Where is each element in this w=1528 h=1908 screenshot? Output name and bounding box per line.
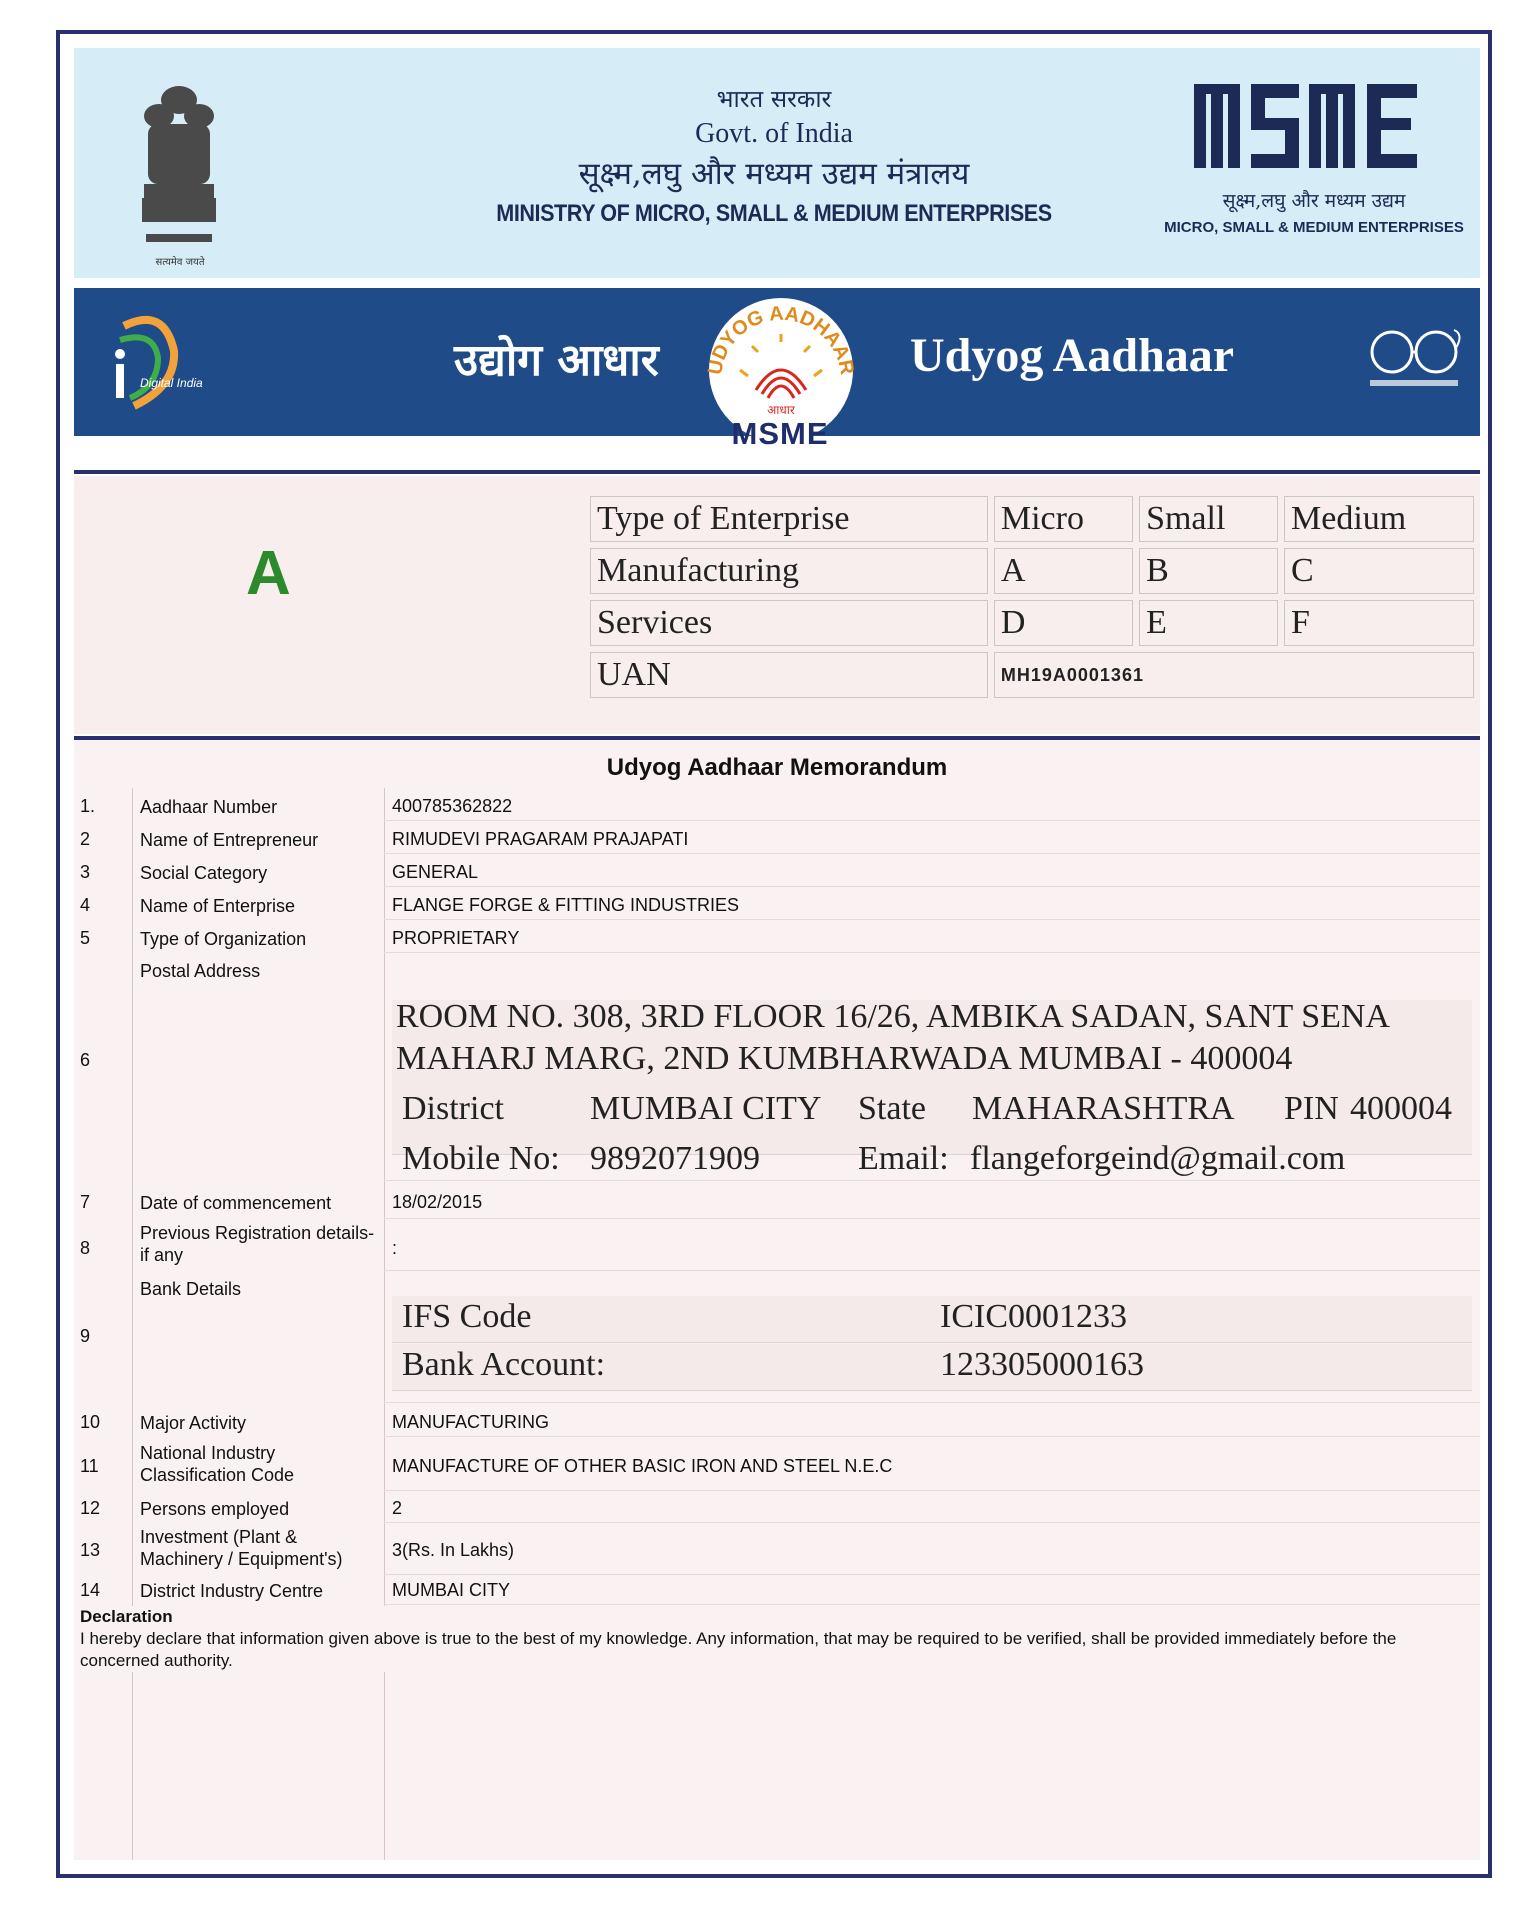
row-value: MUMBAI CITY: [392, 1580, 511, 1600]
table-row: [590, 600, 1474, 646]
row-divider: [384, 1270, 1480, 1271]
declaration-title: Declaration: [80, 1607, 173, 1626]
national-emblem-icon: [134, 78, 224, 253]
row-divider: [384, 1522, 1480, 1523]
table-header-cell: Small: [1139, 496, 1278, 542]
account-label: Bank Account:: [402, 1346, 606, 1383]
table-header-cell: Type of Enterprise: [590, 496, 988, 542]
enterprise-category: A: [246, 539, 291, 608]
row-label: Social Category: [140, 863, 268, 883]
declaration: [80, 1606, 1460, 1672]
ministry-name: MINISTRY OF MICRO, SMALL & MEDIUM ENTERPRISES: [496, 200, 1052, 227]
row-number: 13: [80, 1540, 101, 1560]
row-divider: [384, 1490, 1480, 1491]
row-value: FLANGE FORGE & FITTING INDUSTRIES: [392, 895, 740, 915]
table-cell: Services: [590, 600, 988, 646]
divider: [74, 470, 1480, 474]
digital-india-icon: [94, 306, 234, 416]
enterprise-type-table: [584, 490, 1480, 704]
row-divider: [384, 952, 1480, 953]
row-number: 8: [80, 1238, 91, 1258]
row-label: Bank Details: [140, 1279, 242, 1299]
enterprise-classification: [74, 476, 1480, 734]
emblem-caption: सत्यमेव जयते: [155, 257, 205, 268]
hindi-ministry-text: सूक्ष्म,लघु और मध्यम उद्यम मंत्रालय: [578, 156, 970, 192]
row-value: 3(Rs. In Lakhs): [392, 1540, 515, 1560]
govt-of-india-text: Govt. of India: [695, 118, 853, 149]
row-value: :: [392, 1238, 398, 1258]
row-label: Date of commencement: [140, 1193, 332, 1213]
pin-label: PIN: [1284, 1090, 1339, 1127]
row-value: GENERAL: [392, 862, 479, 882]
udyog-aadhaar-hindi: उद्योग आधार: [454, 335, 659, 386]
row-number: 6: [80, 1050, 91, 1070]
uan-row: [590, 652, 1474, 698]
certificate-frame: [56, 30, 1492, 1878]
table-cell: E: [1139, 600, 1278, 646]
account-value: 123305000163: [940, 1346, 1144, 1383]
badge-msme-text: MSME: [731, 416, 829, 451]
row-value: 2: [392, 1498, 403, 1518]
mobile-label: Mobile No:: [402, 1140, 560, 1177]
row-value: PROPRIETARY: [392, 928, 520, 948]
row-label: Type of Organization: [140, 929, 307, 949]
row-label: Investment (Plant & Machinery / Equipment's): [140, 1527, 343, 1569]
postal-address: [396, 996, 1476, 1080]
row-divider: [384, 1218, 1480, 1219]
row-divider: [384, 1574, 1480, 1575]
table-cell: F: [1284, 600, 1474, 646]
badge-arc-text: UDYOG AADHAAR: [704, 302, 858, 377]
address-line-1: ROOM NO. 308, 3RD FLOOR 16/26, AMBIKA SADAN, SANT SENA: [396, 998, 1390, 1035]
msme-logo: [1164, 78, 1464, 263]
row-value: 400785362822: [392, 796, 513, 816]
row-divider: [384, 886, 1480, 887]
table-row: [74, 1526, 1480, 1576]
row-number: 12: [80, 1498, 101, 1518]
row-number: 14: [80, 1580, 101, 1600]
row-label: Name of Entrepreneur: [140, 830, 319, 850]
row-value: MANUFACTURE OF OTHER BASIC IRON AND STEEL N.E.C: [392, 1456, 893, 1476]
uan-value: MH19A0001361: [994, 652, 1474, 698]
table-cell: B: [1139, 548, 1278, 594]
table-cell: A: [994, 548, 1133, 594]
msme-logo-icon: [1189, 78, 1439, 174]
row-divider: [384, 1402, 1480, 1403]
mobile-value: 9892071909: [590, 1140, 760, 1177]
row-value: 18/02/2015: [392, 1192, 483, 1212]
pin-value: 400004: [1350, 1090, 1452, 1127]
row-label: Previous Registration details-if any: [140, 1223, 375, 1265]
row-number: 11: [80, 1456, 99, 1476]
table-header-cell: Medium: [1284, 496, 1474, 542]
address-line-2: MAHARJ MARG, 2ND KUMBHARWADA MUMBAI - 400004: [396, 1040, 1293, 1077]
state-label: State: [858, 1090, 926, 1127]
state-value: MAHARASHTRA: [972, 1090, 1235, 1127]
row-number: 5: [80, 928, 91, 948]
header-top: [74, 48, 1480, 278]
declaration-text: I hereby declare that information given above is true to the best of my knowledge. Any information, that may be required to be verified, shall be provided immediately before the concerned authority.: [80, 1629, 1397, 1670]
district-label: District: [402, 1090, 504, 1127]
table-row: [74, 1442, 1480, 1492]
row-label: Major Activity: [140, 1413, 247, 1433]
swachh-bharat-icon: [1364, 324, 1464, 394]
ifs-value: ICIC0001233: [940, 1298, 1127, 1335]
row-label: Name of Enterprise: [140, 896, 296, 916]
row-divider: [384, 1436, 1480, 1437]
row-value: MANUFACTURING: [392, 1412, 549, 1432]
row-value: RIMUDEVI PRAGARAM PRAJAPATI: [392, 829, 689, 849]
row-label: District Industry Centre: [140, 1581, 324, 1601]
row-number: 9: [80, 1326, 91, 1346]
email-label: Email:: [858, 1140, 949, 1177]
udyog-aadhaar-memorandum: [74, 740, 1480, 1860]
row-number: 3: [80, 862, 91, 882]
row-divider: [384, 1180, 1480, 1181]
table-row: [74, 1222, 1480, 1272]
table-header-row: [590, 496, 1474, 542]
ifs-box: [392, 1296, 1472, 1343]
row-label: Postal Address: [140, 961, 261, 981]
row-divider: [384, 919, 1480, 920]
row-number: 1.: [80, 796, 96, 816]
row-divider: [384, 853, 1480, 854]
email-value: flangeforgeind@gmail.com: [970, 1140, 1346, 1177]
table-cell: Manufacturing: [590, 548, 988, 594]
ifs-label: IFS Code: [402, 1298, 532, 1335]
row-label: National Industry Classification Code: [140, 1443, 295, 1485]
hindi-govt-text: भारत सरकार: [716, 85, 832, 113]
row-divider: [384, 1604, 1480, 1605]
badge-center-text: आधार: [767, 403, 795, 417]
memorandum-title: Udyog Aadhaar Memorandum: [606, 754, 948, 781]
table-header-cell: Micro: [994, 496, 1133, 542]
row-label: Persons employed: [140, 1499, 290, 1519]
table-row: [590, 548, 1474, 594]
digital-india-label: Digital India: [140, 376, 203, 390]
udyog-aadhaar-title: Udyog Aadhaar: [910, 329, 1235, 382]
district-value: MUMBAI CITY: [590, 1090, 822, 1127]
row-number: 4: [80, 895, 91, 915]
table-cell: D: [994, 600, 1133, 646]
row-divider: [384, 820, 1480, 821]
row-number: 10: [80, 1412, 101, 1432]
ministry-title: [414, 82, 1134, 232]
msme-hindi-text: सूक्ष्म,लघु और मध्यम उद्यम: [1222, 190, 1406, 212]
msme-english-text: MICRO, SMALL & MEDIUM ENTERPRISES: [1164, 219, 1464, 236]
uan-label: UAN: [590, 652, 988, 698]
table-cell: C: [1284, 548, 1474, 594]
row-number: 7: [80, 1192, 91, 1212]
row-label: Aadhaar Number: [140, 797, 278, 817]
row-number: 2: [80, 829, 91, 849]
